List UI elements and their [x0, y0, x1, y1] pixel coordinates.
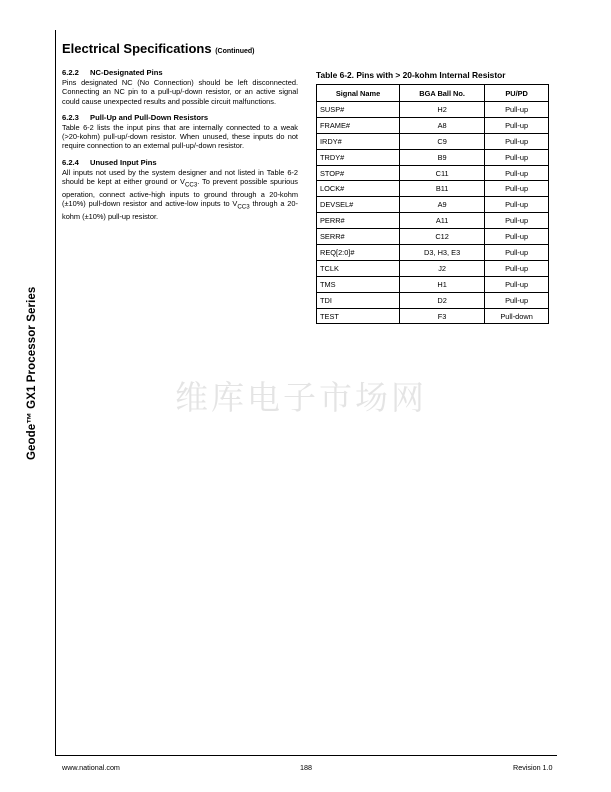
table-row	[317, 102, 549, 118]
table-body	[317, 102, 549, 324]
table-cell: F3	[400, 308, 485, 324]
header-cell: PU/PD	[485, 85, 549, 102]
section-title: Unused Input Pins	[90, 157, 157, 167]
table-cell: Pull-up	[485, 165, 549, 181]
table-cell: D2	[400, 292, 485, 308]
table-cell: Pull-up	[485, 292, 549, 308]
section-heading	[62, 113, 298, 122]
table-row	[317, 245, 549, 261]
section-title: Pull-Up and Pull-Down Resistors	[90, 112, 209, 122]
table-row	[317, 197, 549, 213]
table-cell: C12	[400, 229, 485, 245]
footer-url: www.national.com	[62, 763, 120, 772]
table-cell: IRDY#	[317, 133, 400, 149]
table-row	[317, 292, 549, 308]
page-title	[62, 41, 254, 56]
section-paragraph: Pins designated NC (No Connection) should be left disconnected. Connecting an NC pin to a pull-up/-down resistor, or an active signal could cause unexpected results and possible circuit malfunctions.	[62, 78, 298, 106]
table-cell: C11	[400, 165, 485, 181]
table-row	[317, 133, 549, 149]
body-text-column	[62, 68, 298, 228]
section-number: 6.2.3	[62, 112, 79, 122]
table-cell: Pull-up	[485, 245, 549, 261]
table-row	[317, 308, 549, 324]
table-row	[317, 229, 549, 245]
table-cell: Pull-up	[485, 213, 549, 229]
section-number: 6.2.2	[62, 68, 79, 77]
table-cell: A11	[400, 213, 485, 229]
table-cell: Pull-up	[485, 229, 549, 245]
table-cell: TMS	[317, 276, 400, 292]
side-series-title: Geode™ GX1 Processor Series	[26, 286, 38, 460]
table-row	[317, 260, 549, 276]
table-cell: STOP#	[317, 165, 400, 181]
header-cell: Signal Name	[317, 85, 400, 102]
table-cell: Pull-up	[485, 197, 549, 213]
table-cell: REQ[2:0]#	[317, 245, 400, 261]
table-row	[317, 165, 549, 181]
page-title-text: Electrical Specifications	[62, 41, 212, 56]
section-title: NC-Designated Pins	[90, 68, 163, 77]
table-cell: Pull-up	[485, 276, 549, 292]
table-cell: C9	[400, 133, 485, 149]
table-cell: Pull-up	[485, 260, 549, 276]
table-cell: TDI	[317, 292, 400, 308]
table-row	[317, 213, 549, 229]
table-cell: Pull-up	[485, 133, 549, 149]
section-paragraph: Table 6-2 lists the input pins that are internally connected to a weak (>20-kohm) pull-up/-down resistor. When unused, these inputs do not require connection to an external pull-up/-down resistor.	[62, 123, 298, 151]
table-cell: Pull-up	[485, 102, 549, 118]
table-cell: A9	[400, 197, 485, 213]
table-cell: D3, H3, E3	[400, 245, 485, 261]
table-cell: J2	[400, 260, 485, 276]
table-cell: H2	[400, 102, 485, 118]
table-row	[317, 181, 549, 197]
table-row	[317, 149, 549, 165]
section-number: 6.2.4	[62, 157, 79, 167]
table-cell: TRDY#	[317, 149, 400, 165]
pins-table	[316, 84, 549, 324]
page-number: 188	[300, 763, 312, 772]
table-cell: Pull-down	[485, 308, 549, 324]
table-caption: Table 6-2. Pins with > 20-kohm Internal Resistor	[316, 70, 506, 80]
watermark: 维库电子市场网	[175, 378, 427, 417]
table-header-row	[317, 85, 549, 102]
table-cell: SERR#	[317, 229, 400, 245]
table-cell: B9	[400, 149, 485, 165]
table-cell: LOCK#	[317, 181, 400, 197]
vertical-rule	[55, 30, 56, 755]
table-cell: Pull-up	[485, 181, 549, 197]
revision: Revision 1.0	[513, 763, 553, 772]
table-row	[317, 276, 549, 292]
table-cell: A8	[400, 117, 485, 133]
page-title-suffix: (Continued)	[215, 48, 255, 55]
header-cell: BGA Ball No.	[400, 85, 485, 102]
section-heading	[62, 68, 298, 77]
footer-rule	[55, 755, 557, 756]
table-cell: FRAME#	[317, 117, 400, 133]
table-cell: PERR#	[317, 213, 400, 229]
table-cell: H1	[400, 276, 485, 292]
table-row	[317, 117, 549, 133]
table-cell: DEVSEL#	[317, 197, 400, 213]
table-cell: SUSP#	[317, 102, 400, 118]
section-heading	[62, 158, 298, 167]
table-cell: Pull-up	[485, 117, 549, 133]
section-paragraph: All inputs not used by the system designer and not listed in Table 6-2 should be kept at either ground or $V_{CC3}$. To prevent possible spurious operation, connect active-high inputs to ground through a 20-kohm (±10%) pull-down resistor and active-low inputs to $V_{CC3}$ through a 20-kohm (±10%) pull-up resistor.	[62, 167, 299, 221]
table-cell: Pull-up	[485, 149, 549, 165]
table-cell: B11	[400, 181, 485, 197]
table-cell: TCLK	[317, 260, 400, 276]
table-cell: TEST	[317, 308, 400, 324]
